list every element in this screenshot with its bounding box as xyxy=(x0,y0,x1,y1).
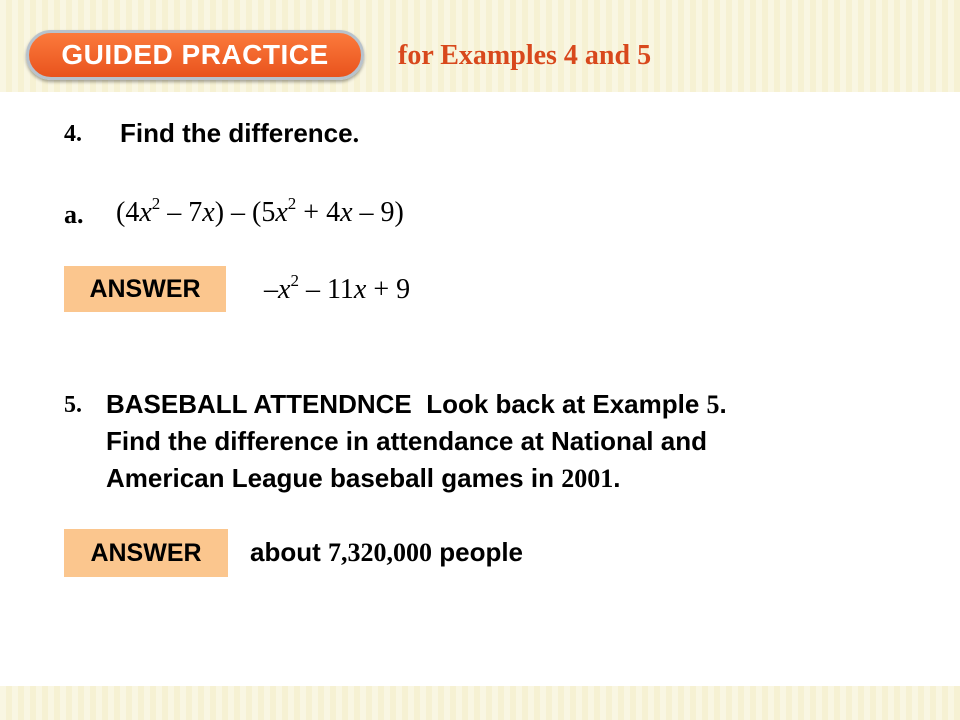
problem-5-line-2: Find the difference in attendance at National and xyxy=(106,426,707,456)
answer-part: + 9 xyxy=(366,274,411,305)
answer-part: – xyxy=(264,274,278,305)
answer-var: x xyxy=(353,274,367,305)
problem-5-text xyxy=(106,386,906,497)
answer-suffix: people xyxy=(432,537,524,567)
problem-5-answer xyxy=(250,537,523,568)
problem-4-number: 4. xyxy=(64,121,82,147)
problem-4a-label: a. xyxy=(64,200,84,229)
period: . xyxy=(613,463,621,493)
problem-4-prompt xyxy=(120,118,359,149)
problem-5-line-1-text: Look back at Example xyxy=(411,389,707,419)
problem-4-answer xyxy=(264,271,411,306)
answer-var: x xyxy=(278,274,291,305)
expr-part: – 9) xyxy=(352,197,404,228)
answer-value: 7,320,000 xyxy=(328,538,432,567)
expr-part: + 4 xyxy=(296,197,341,228)
problem-5-line-1 xyxy=(106,386,906,423)
expr-part: – 7 xyxy=(160,197,203,228)
problem-5-title: BASEBALL ATTENDNCE xyxy=(106,389,412,419)
problem-4-prompt-text: Find the difference xyxy=(120,118,353,148)
expr-exponent: 2 xyxy=(151,194,161,213)
answer-part: – 11 xyxy=(298,274,354,305)
problem-4a-expression xyxy=(116,194,404,229)
answer-exponent: 2 xyxy=(290,271,299,290)
expr-var: x xyxy=(340,197,353,228)
problem-5-line-3-text: American League baseball games in xyxy=(106,463,562,493)
expr-var: x xyxy=(139,197,152,228)
expr-var: x xyxy=(202,197,215,228)
expr-part: ) – (5 xyxy=(214,197,276,228)
period: . xyxy=(719,389,727,419)
year: 2001 xyxy=(561,464,614,493)
problem-4-prompt-period: . xyxy=(352,119,360,148)
expr-part: (4 xyxy=(116,197,140,228)
footer-band xyxy=(0,686,960,720)
expr-var: x xyxy=(275,197,288,228)
header-subtitle: for Examples 4 and 5 xyxy=(398,40,652,71)
guided-practice-badge: GUIDED PRACTICE xyxy=(26,30,364,80)
problem-5-number: 5. xyxy=(64,392,82,418)
answer-label-4: ANSWER xyxy=(64,266,226,312)
answer-label-5: ANSWER xyxy=(64,529,228,577)
problem-5-line-3 xyxy=(106,460,906,497)
example-number: 5 xyxy=(706,390,720,419)
answer-prefix: about xyxy=(250,537,328,567)
expr-exponent: 2 xyxy=(287,194,297,213)
